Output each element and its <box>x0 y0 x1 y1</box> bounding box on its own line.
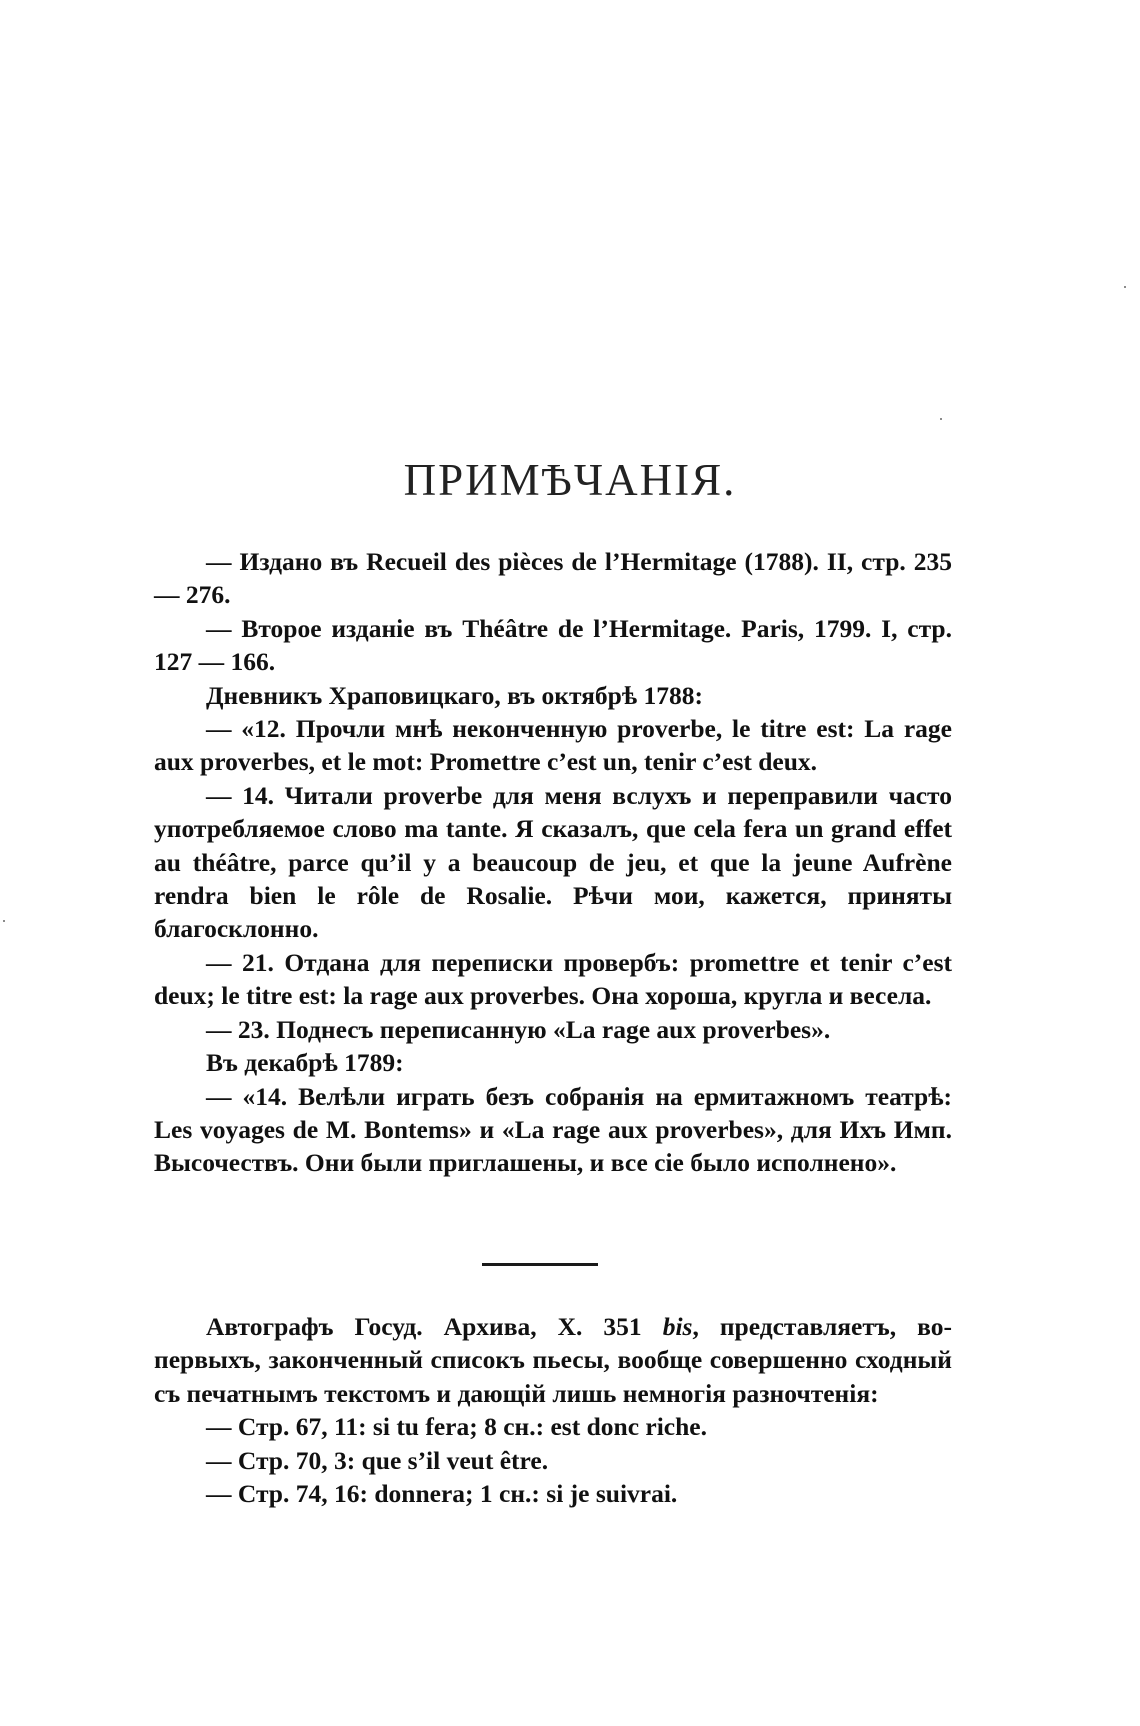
note-paragraph: — «12. Прочли мнѣ неконченную proverbe, le titre est: La rage aux proverbes, et le mot: Promettre c’est un, tenir c’est deux. <box>154 714 952 777</box>
note-paragraph: Въ декабрѣ 1789: <box>206 1048 404 1078</box>
autograph-italic-text: bis <box>662 1312 693 1341</box>
notes-section <box>154 545 952 1180</box>
autograph-continuation-text: , представляетъ, во-первыхъ, законченный списокъ пьесы, вообще совершенно сходный съ печатнымъ текстомъ и дающій лишь немногія разночтенія: <box>154 1312 952 1408</box>
scan-speck <box>3 920 5 922</box>
variant-line: — Стр. 74, 16: donnera; 1 сн.: si je suivrai. <box>206 1479 678 1509</box>
section-divider <box>482 1263 598 1266</box>
autograph-section <box>154 1310 952 1510</box>
note-paragraph: Дневникъ Храповицкаго, въ октябрѣ 1788: <box>206 680 704 710</box>
note-paragraph: — 23. Поднесъ переписанную «La rage aux proverbes». <box>206 1014 831 1044</box>
note-paragraph: — Второе изданіе въ Théâtre de l’Hermitage. Paris, 1799. I, стр. 127 — 166. <box>154 613 952 677</box>
scan-speck <box>1124 286 1126 288</box>
autograph-paragraph <box>154 1310 952 1410</box>
variant-line: — Стр. 67, 11: si tu fera; 8 сн.: est donc riche. <box>206 1412 707 1442</box>
note-paragraph: — Издано въ Recueil des pièces de l’Hermitage (1788). II, стр. 235 — 276. <box>154 547 952 610</box>
note-paragraph: — «14. Велѣли играть безъ собранія на ермитажномъ театрѣ: Les voyages de M. Bontems» и «La rage aux proverbes», для Ихъ Имп. Высочествъ. Они были приглашены, и все сіе было исполнено». <box>154 1081 952 1178</box>
page-title: ПРИМѢЧАНІЯ. <box>403 455 737 505</box>
note-paragraph: — 21. Отдана для переписки провербъ: promettre et tenir c’est deux; le titre est: la rage aux proverbes. Она хороша, кругла и весела. <box>154 947 952 1011</box>
autograph-lead-text: Автографъ Госуд. Архива, X. 351 <box>206 1312 663 1341</box>
variant-line: — Стр. 70, 3: que s’il veut être. <box>206 1445 549 1475</box>
note-paragraph: — 14. Читали proverbe для меня вслухъ и переправили часто употребляемое слово ma tante. Я сказалъ, que cela fera un grand effet au théâtre, parce qu’il y a beaucoup de jeu, et que la jeune Aufrène rendra bien le rôle de Rosalie. Рѣчи мои, кажется, приняты благосклонно. <box>154 780 952 944</box>
scan-speck <box>940 418 942 420</box>
